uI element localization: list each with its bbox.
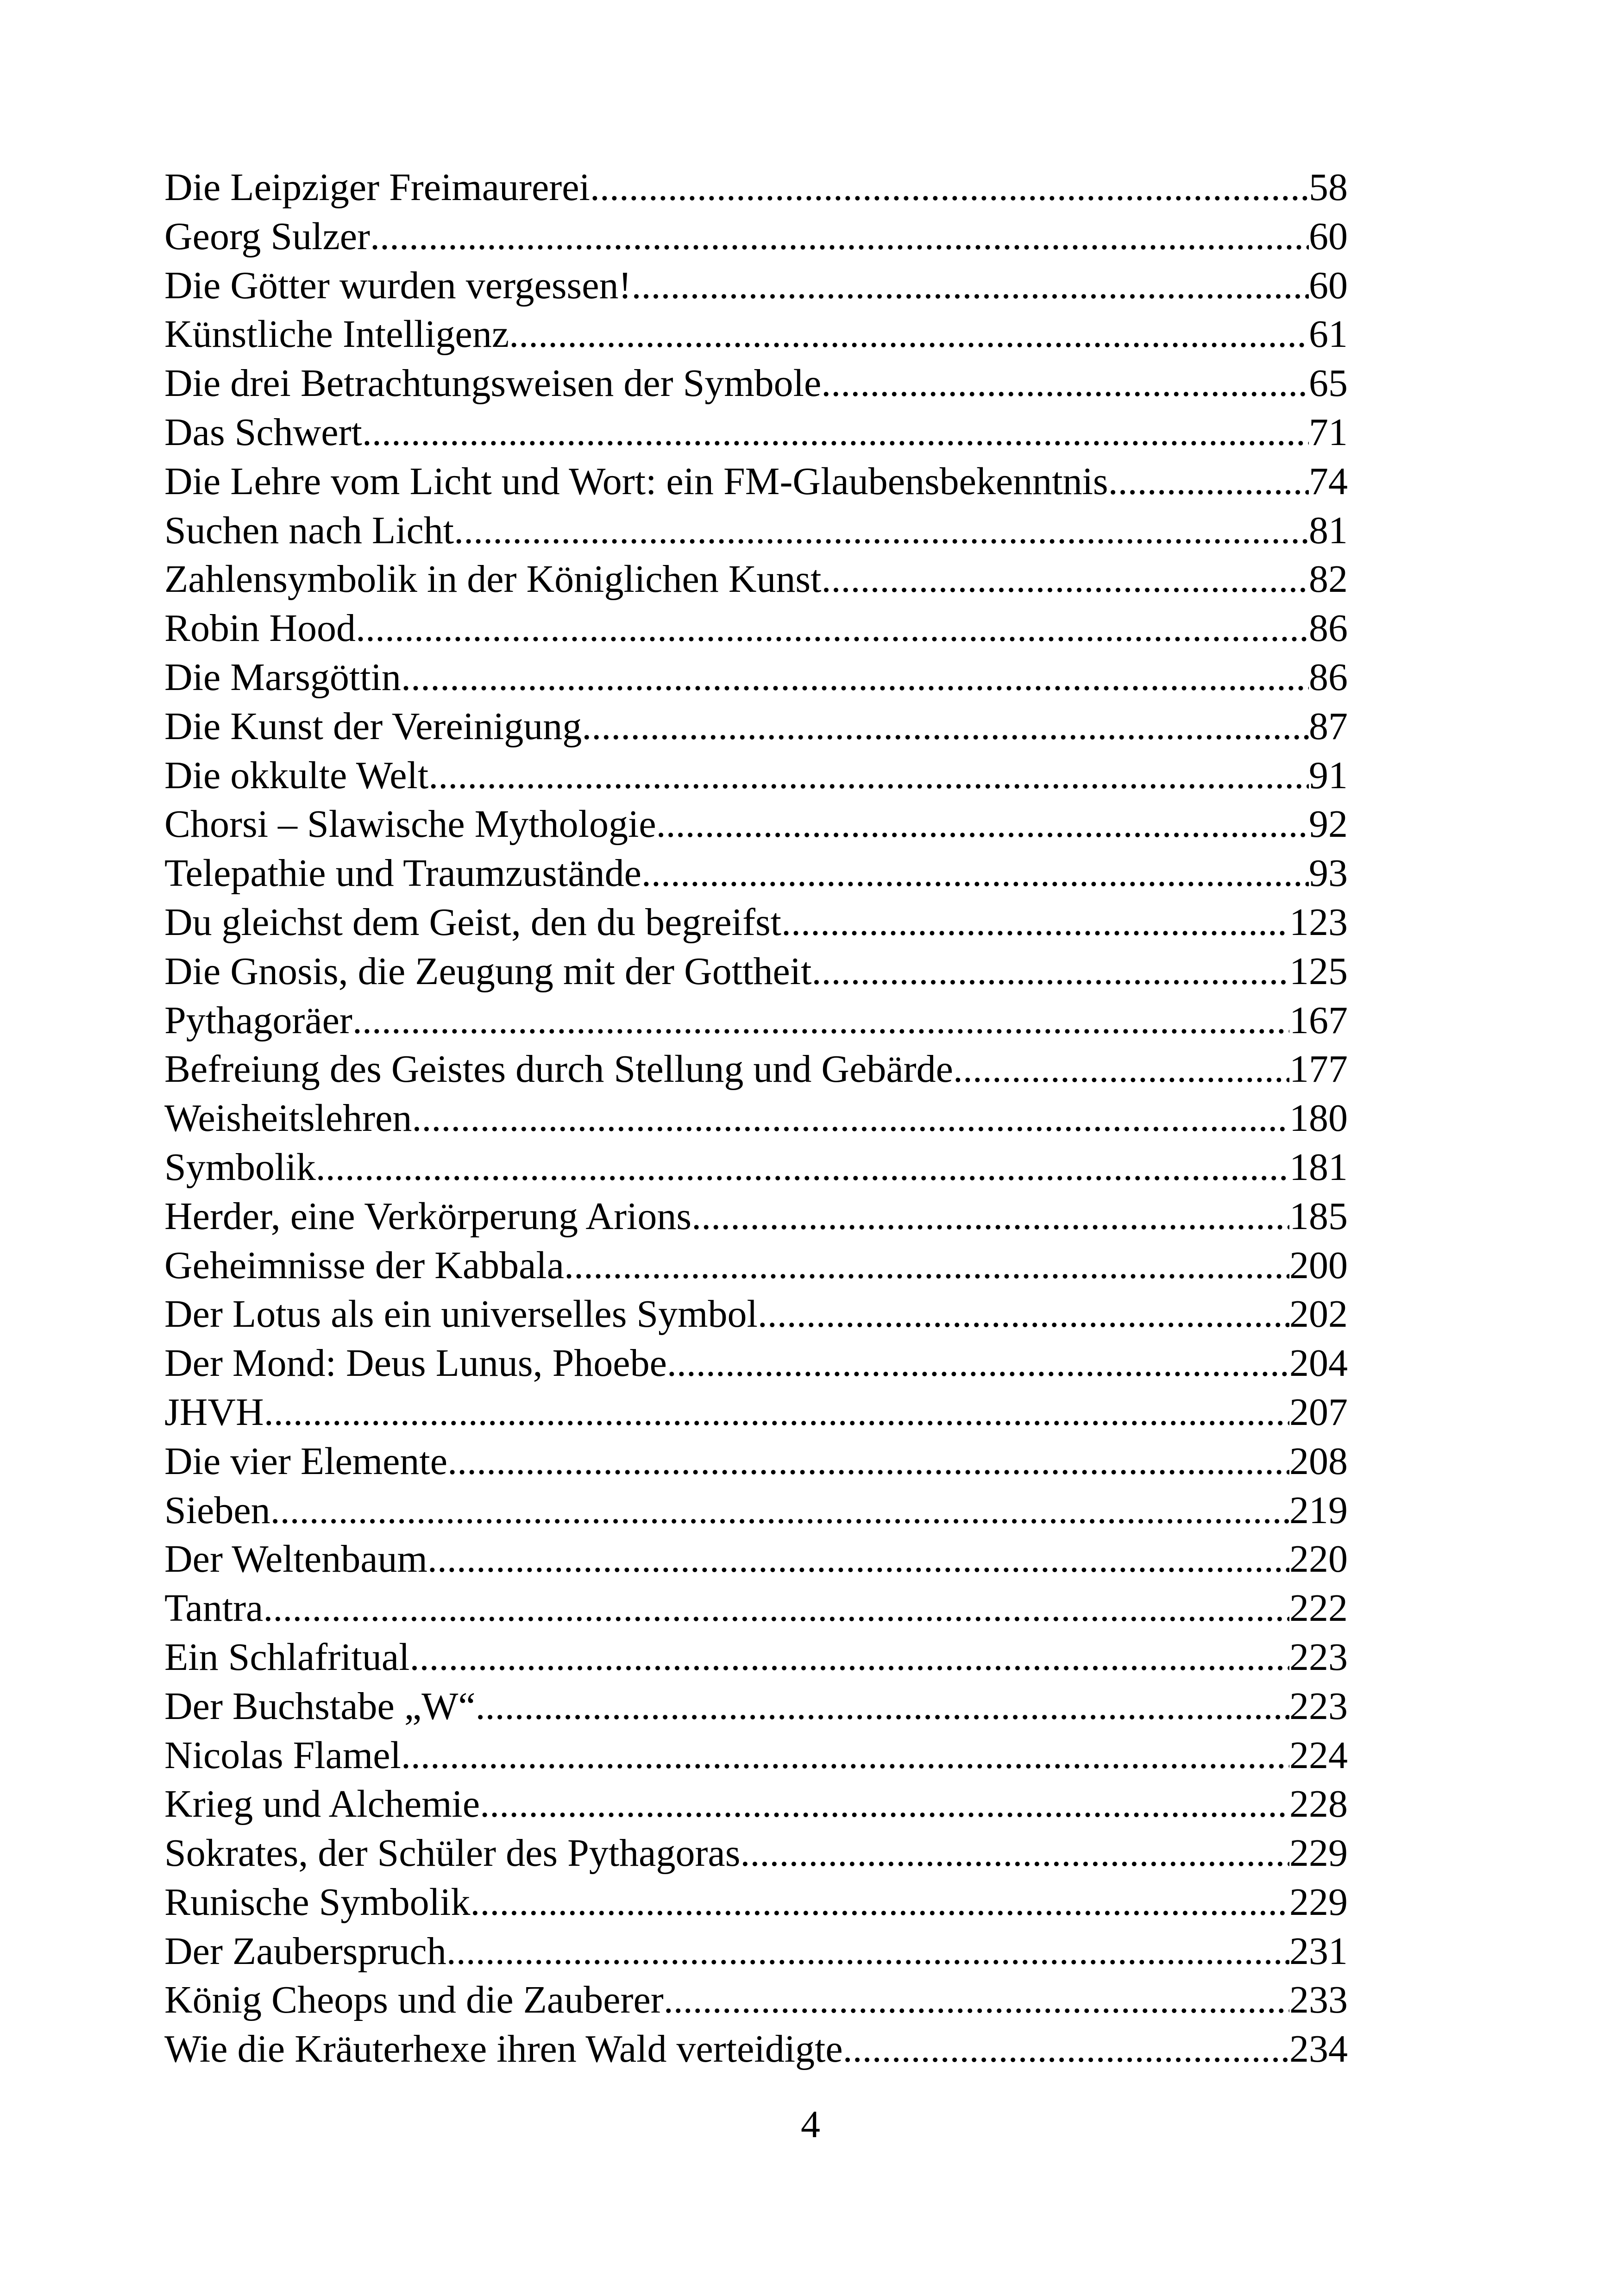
toc-entry-title: Telepathie und Traumzustände [164,852,641,895]
toc-entry-title: Befreiung des Geistes durch Stellung und Gebärde [164,1048,953,1091]
toc-entry [164,1143,1348,1192]
toc-entry-title: Suchen nach Licht [164,508,454,552]
toc-entry-title: Das Schwert [164,410,362,454]
toc-entry-title: Die Lehre vom Licht und Wort: ein FM-Glaubensbekenntnis [164,459,1108,503]
toc-entry-page-number: 222 [1289,1587,1348,1630]
toc-entry-title: Die Götter wurden vergessen! [164,263,632,307]
toc-dot-leader [362,408,1309,457]
toc-entry-page-number: 185 [1289,1194,1348,1238]
toc-entry-page-number: 200 [1289,1243,1348,1287]
toc-entry-title: Sieben [164,1488,270,1532]
toc-entry-title: Zahlensymbolik in der Königlichen Kunst [164,558,822,601]
toc-dot-leader [564,1241,1289,1290]
toc-entry-title: Die Marsgöttin [164,655,401,699]
toc-entry [164,751,1348,800]
toc-entry-page-number: 219 [1289,1488,1348,1532]
toc-entry [164,261,1348,310]
toc-entry-page-number: 223 [1289,1684,1348,1728]
toc-dot-leader [476,1682,1289,1731]
toc-entry-page-number: 71 [1309,410,1348,454]
toc-entry-title: Du gleichst dem Geist, den du begreifst [164,900,782,944]
toc-entry [164,1535,1348,1584]
toc-entry-title: Robin Hood [164,607,356,650]
toc-entry [164,1633,1348,1682]
toc-dot-leader [370,212,1309,261]
toc-entry-page-number: 233 [1289,1978,1348,2022]
toc-entry-title: Die drei Betrachtungsweisen der Symbole [164,362,822,405]
toc-entry [164,1878,1348,1927]
toc-entry [164,996,1348,1045]
toc-dot-leader [582,702,1309,751]
toc-entry-title: Nicolas Flamel [164,1733,401,1777]
toc-dot-leader [446,1927,1289,1976]
toc-entry [164,2025,1348,2074]
toc-entry-page-number: 208 [1289,1439,1348,1483]
toc-entry [164,1584,1348,1633]
toc-dot-leader [631,261,1309,310]
toc-entry-title: Der Lotus als ein universelles Symbol [164,1292,758,1336]
toc-entry-title: Die Leipziger Freimaurerei [164,166,590,209]
toc-entry-title: Die okkulte Welt [164,753,429,797]
toc-entry [164,310,1348,359]
toc-entry [164,849,1348,898]
toc-entry [164,506,1348,555]
toc-entry-title: Ein Schlafritual [164,1635,410,1679]
toc-entry-title: König Cheops und die Zauberer [164,1978,664,2022]
toc-entry-title: Künstliche Intelligenz [164,313,509,356]
toc-dot-leader [758,1290,1289,1339]
toc-entry [164,1486,1348,1535]
toc-entry-page-number: 87 [1309,704,1348,748]
toc-entry-page-number: 65 [1309,362,1348,405]
toc-dot-leader [740,1829,1289,1878]
toc-dot-leader [667,1339,1289,1388]
toc-entry-page-number: 93 [1309,852,1348,895]
toc-entry [164,1976,1348,2025]
toc-entry [164,1388,1348,1437]
toc-dot-leader [656,800,1309,849]
toc-entry-page-number: 204 [1289,1342,1348,1385]
toc-dot-leader [316,1143,1289,1192]
toc-dot-leader [811,947,1289,996]
toc-entry-page-number: 202 [1289,1292,1348,1336]
toc-entry-page-number: 91 [1309,753,1348,797]
toc-entry [164,1829,1348,1878]
toc-dot-leader [843,2025,1289,2074]
toc-entry-title: Sokrates, der Schüler des Pythagoras [164,1832,741,1875]
toc-dot-leader [664,1976,1289,2025]
toc-entry-page-number: 58 [1309,166,1348,209]
toc-dot-leader [781,898,1289,947]
toc-entry-title: Herder, eine Verkörperung Arions [164,1194,692,1238]
toc-entry [164,1241,1348,1290]
toc-dot-leader [470,1878,1289,1927]
toc-entry [164,1045,1348,1094]
toc-entry [164,653,1348,702]
toc-entry [164,1780,1348,1829]
toc-dot-leader [454,506,1309,555]
toc-entry-title: Wie die Kräuterhexe ihren Wald verteidigte [164,2027,843,2071]
toc-dot-leader [356,604,1309,653]
toc-entry-title: Der Weltenbaum [164,1537,427,1581]
toc-entry-page-number: 61 [1309,313,1348,356]
toc-entry-page-number: 167 [1289,998,1348,1042]
toc-dot-leader [1108,457,1309,506]
toc-entry [164,1731,1348,1780]
toc-dot-leader [821,359,1309,408]
toc-dot-leader [401,1731,1289,1780]
toc-dot-leader [480,1780,1289,1829]
table-of-contents [164,163,1348,2074]
toc-dot-leader [447,1437,1289,1486]
toc-entry [164,212,1348,261]
toc-dot-leader [264,1388,1289,1437]
toc-entry-page-number: 74 [1309,459,1348,503]
toc-entry-page-number: 223 [1289,1635,1348,1679]
toc-entry-title: Pythagoräer [164,998,352,1042]
toc-entry-page-number: 180 [1289,1097,1348,1140]
toc-entry-title: Georg Sulzer [164,214,370,258]
toc-entry [164,702,1348,751]
toc-dot-leader [263,1584,1289,1633]
toc-entry-page-number: 181 [1289,1145,1348,1189]
toc-dot-leader [352,996,1289,1045]
toc-entry-title: Tantra [164,1587,264,1630]
toc-entry-title: Der Buchstabe „W“ [164,1684,476,1728]
toc-dot-leader [401,653,1309,702]
toc-entry-title: Der Mond: Deus Lunus, Phoebe [164,1342,667,1385]
toc-entry-title: Runische Symbolik [164,1880,471,1924]
toc-entry-title: JHVH [164,1390,264,1434]
toc-entry-page-number: 125 [1289,949,1348,993]
toc-entry-title: Krieg und Alchemie [164,1782,480,1826]
page-number: 4 [801,2103,820,2146]
toc-entry-page-number: 220 [1289,1537,1348,1581]
toc-entry-title: Die Gnosis, die Zeugung mit der Gottheit [164,949,812,993]
toc-entry-title: Weisheitslehren [164,1097,412,1140]
toc-entry-title: Die Kunst der Vereinigung [164,704,582,748]
toc-entry-page-number: 60 [1309,263,1348,307]
toc-entry [164,800,1348,849]
toc-dot-leader [270,1486,1289,1535]
toc-entry [164,163,1348,212]
toc-entry-title: Chorsi – Slawische Mythologie [164,803,656,846]
toc-entry-page-number: 82 [1309,558,1348,601]
toc-entry-page-number: 231 [1289,1929,1348,1973]
toc-entry-page-number: 81 [1309,508,1348,552]
toc-entry [164,898,1348,947]
toc-entry-title: Geheimnisse der Kabbala [164,1243,565,1287]
toc-entry [164,604,1348,653]
toc-dot-leader [691,1192,1289,1241]
toc-dot-leader [821,555,1309,604]
toc-entry-page-number: 228 [1289,1782,1348,1826]
toc-dot-leader [428,751,1309,800]
toc-dot-leader [590,163,1309,212]
toc-dot-leader [410,1633,1289,1682]
toc-entry-title: Der Zauberspruch [164,1929,446,1973]
toc-entry [164,555,1348,604]
toc-entry [164,947,1348,996]
toc-entry-page-number: 177 [1289,1048,1348,1091]
toc-entry-page-number: 224 [1289,1733,1348,1777]
toc-entry-page-number: 60 [1309,214,1348,258]
toc-entry [164,359,1348,408]
toc-entry-page-number: 207 [1289,1390,1348,1434]
toc-entry [164,1192,1348,1241]
toc-entry-page-number: 229 [1289,1832,1348,1875]
toc-entry [164,1094,1348,1143]
toc-dot-leader [641,849,1309,898]
toc-entry-page-number: 86 [1309,607,1348,650]
toc-entry [164,1339,1348,1388]
toc-dot-leader [412,1094,1289,1143]
toc-entry-page-number: 229 [1289,1880,1348,1924]
toc-dot-leader [427,1535,1289,1584]
toc-entry [164,1927,1348,1976]
toc-entry-page-number: 123 [1289,900,1348,944]
toc-dot-leader [953,1045,1289,1094]
toc-entry [164,1437,1348,1486]
toc-entry [164,408,1348,457]
toc-entry-page-number: 234 [1289,2027,1348,2071]
toc-entry-title: Die vier Elemente [164,1439,448,1483]
toc-entry [164,1682,1348,1731]
toc-entry [164,457,1348,506]
toc-dot-leader [509,310,1309,359]
toc-entry [164,1290,1348,1339]
toc-entry-title: Symbolik [164,1145,316,1189]
toc-entry-page-number: 92 [1309,803,1348,846]
toc-entry-page-number: 86 [1309,655,1348,699]
